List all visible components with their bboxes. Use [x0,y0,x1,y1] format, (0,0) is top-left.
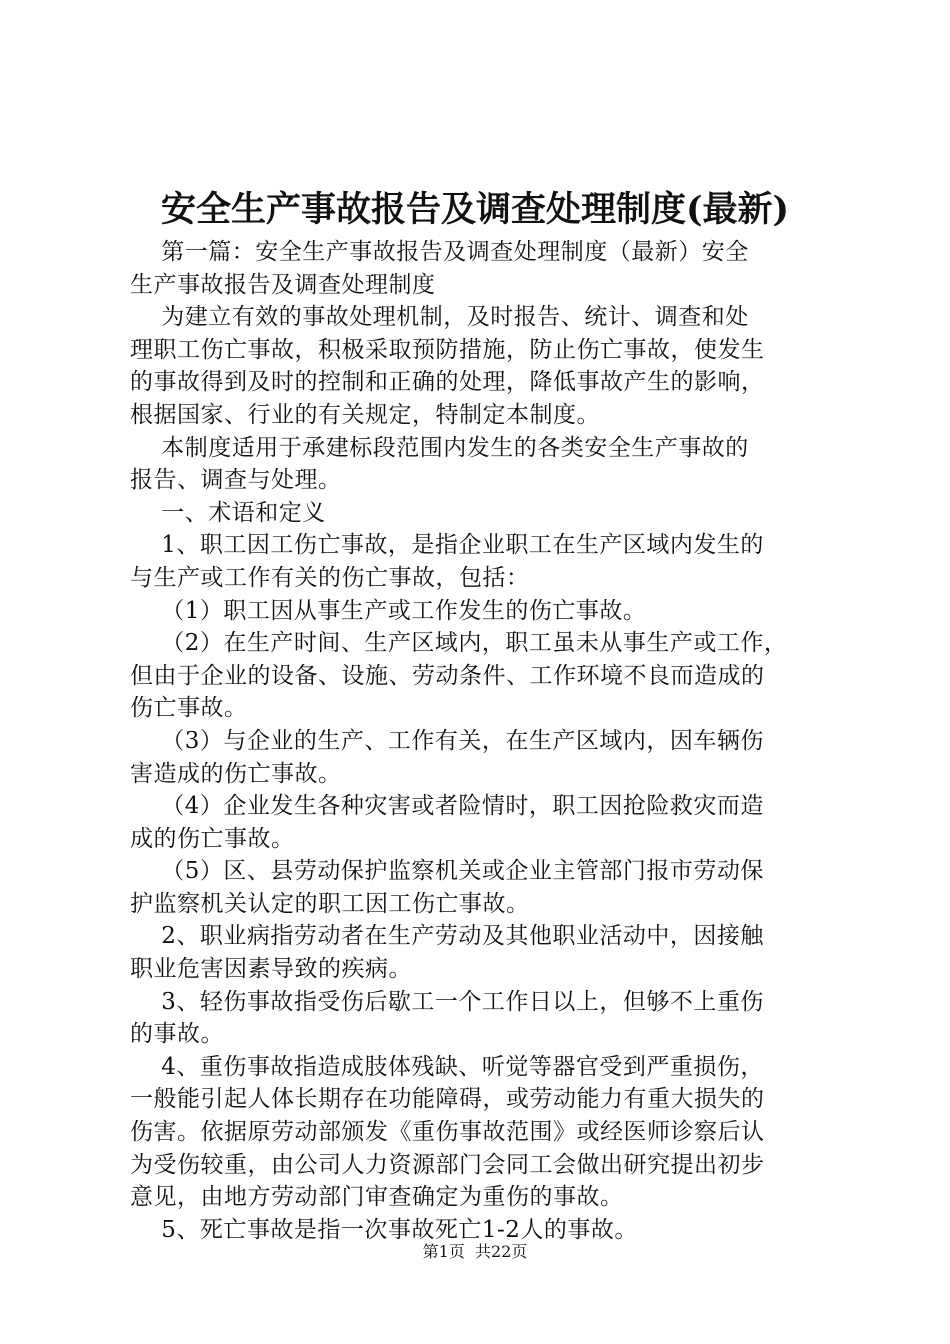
text-line: （5）区、县劳动保护监察机关或企业主管部门报市劳动保 [130,858,764,885]
text-line: 2、职业病指劳动者在生产劳动及其他职业活动中，因接触 [130,923,764,950]
text-line: 成的伤亡事故。 [130,825,295,852]
text-line: 第一篇：安全生产事故报告及调查处理制度（最新）安全 [130,239,749,265]
text-line: 4、重伤事故指造成肢体残缺、听觉等器官受到严重损伤， [130,1053,764,1080]
text-line: 3、轻伤事故指受伤后歇工一个工作日以上，但够不上重伤 [130,988,764,1015]
section-heading: 一、术语和定义 [130,499,326,526]
text-line: 理职工伤亡事故，积极采取预防措施，防止伤亡事故，使发生 [130,336,765,363]
text-line: 为建立有效的事故处理机制，及时报告、统计、调查和处 [130,304,749,331]
text-line: 生产事故报告及调查处理制度 [130,271,436,298]
text-line: 为受伤较重，由公司人力资源部门会同工会做出研究提出初步 [130,1151,765,1178]
text-line: （2）在生产时间、生产区域内，职工虽未从事生产或工作， [130,630,788,657]
text-line: 的事故得到及时的控制和正确的处理，降低事故产生的影响， [130,369,765,396]
text-line: 1、职工因工伤亡事故，是指企业职工在生产区域内发生的 [130,532,764,559]
text-line: 意见，由地方劳动部门审查确定为重伤的事故。 [130,1184,624,1211]
page-number: 第1页 共22页 [422,1242,528,1261]
text-line: 报告、调查与处理。 [130,467,342,494]
text-line: 的事故。 [130,1021,224,1048]
text-line: 职业危害因素导致的疾病。 [130,956,412,983]
text-line: 一般能引起人体长期存在功能障碍，或劳动能力有重大损失的 [130,1086,765,1113]
document-title: 安全生产事故报告及调查处理制度(最新) [160,189,790,230]
text-line: 但由于企业的设备、设施、劳动条件、工作环境不良而造成的 [130,662,765,689]
text-line: 本制度适用于承建标段范围内发生的各类安全生产事故的 [130,434,749,461]
text-line: （3）与企业的生产、工作有关，在生产区域内，因车辆伤 [130,727,764,754]
text-line: 伤亡事故。 [130,695,248,722]
text-line: 与生产或工作有关的伤亡事故，包括： [130,564,530,591]
text-line: 害造成的伤亡事故。 [130,760,342,787]
text-line: （1）职工因从事生产或工作发生的伤亡事故。 [130,597,647,624]
text-line: 根据国家、行业的有关规定，特制定本制度。 [130,401,600,428]
text-line: 5、死亡事故是指一次事故死亡1-2人的事故。 [130,1216,638,1243]
text-line: （4）企业发生各种灾害或者险情时，职工因抢险救灾而造 [130,793,764,820]
text-line: 伤害。依据原劳动部颁发《重伤事故范围》或经医师诊察后认 [130,1119,765,1146]
text-line: 护监察机关认定的职工因工伤亡事故。 [130,890,530,917]
document-body [130,236,830,1246]
